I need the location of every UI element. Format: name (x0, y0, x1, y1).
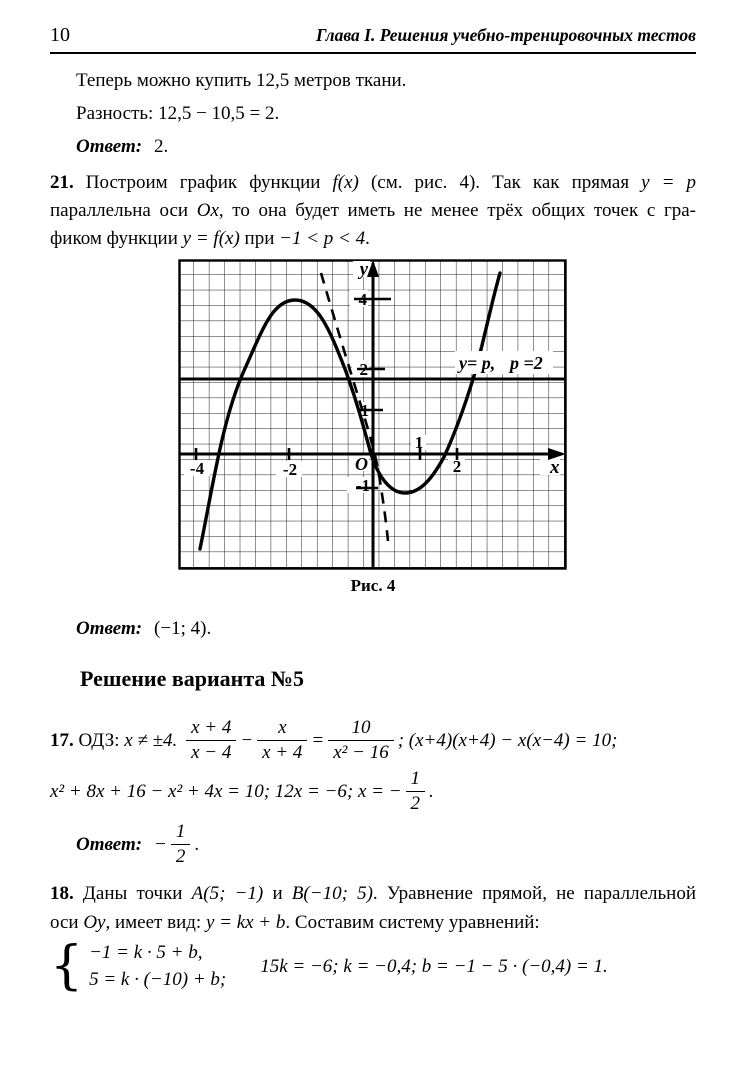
answer-21 (76, 618, 696, 640)
page-number: 10 (50, 24, 70, 46)
fraction (406, 769, 426, 814)
text-segment: параллельна оси (50, 200, 197, 221)
answer-label: Ответ: (76, 136, 143, 157)
problem-21-number: 21. (50, 172, 74, 193)
y-axis-label: y (359, 259, 368, 280)
fraction-denominator: x − 4 (191, 742, 232, 763)
fraction-numerator: x (257, 718, 307, 741)
answer-value: (−1; 4). (154, 618, 212, 639)
fraction-denominator: 2 (410, 793, 421, 814)
math-segment: ; (397, 729, 409, 751)
text-segment: фиком функции (50, 228, 183, 249)
text-segment: (см. рис. 4). Так как прямая (358, 172, 642, 193)
text-segment: . Уравнение прямой, не параллельной (372, 883, 697, 904)
text-segment: . Составим систему уравнений: (285, 912, 540, 933)
fraction-numerator: x + 4 (186, 718, 236, 741)
equation-system-row (50, 935, 696, 996)
text-segment: и (263, 883, 292, 904)
math-segment: (x+4)(x+4) − x(x−4) = 10; (408, 729, 618, 751)
problem-21-line-3 (50, 225, 696, 253)
equation-system (89, 939, 226, 993)
y-tick-minus1: -1 (355, 476, 370, 495)
math-segment: A(5; −1) (191, 883, 264, 904)
answer-17 (76, 822, 696, 867)
system-equation-2: 5 = k · (−10) + b; (89, 969, 227, 990)
page-header (50, 24, 696, 54)
y-tick-1: 1 (360, 401, 369, 420)
fraction-numerator: 10 (328, 718, 393, 741)
problem-18-line-1 (50, 879, 696, 908)
fraction (186, 718, 236, 763)
text-segment: , имеет вид: (105, 912, 206, 933)
problem-18-number: 18. (50, 883, 74, 904)
origin-label: O (355, 454, 368, 474)
problem-18 (50, 879, 697, 996)
intro-answer-line (76, 136, 696, 158)
math-segment: y = kx + b (205, 912, 286, 933)
problem-21-line-1 (50, 169, 696, 197)
math-segment: Oy (83, 912, 106, 933)
math-segment: −1 < p < 4 (279, 228, 366, 249)
text-segment: Даны точки (73, 883, 192, 904)
fraction (257, 718, 307, 763)
fraction-numerator: 1 (171, 822, 191, 845)
system-solution: 15k = −6; k = −0,4; b = −1 − 5 · (−0,4) = 1. (260, 955, 608, 977)
fraction (328, 718, 393, 763)
math-operator: − (154, 833, 167, 855)
math-segment: Ox (196, 200, 219, 221)
problem-21 (50, 169, 696, 253)
math-segment: B(−10; 5) (291, 883, 373, 904)
chapter-title: Глава I. Решения учебно-тренировочных тестов (315, 25, 696, 45)
intro-line-2: Разность: 12,5 − 10,5 = 2. (76, 103, 280, 124)
x-tick-minus4: -4 (189, 459, 205, 478)
problem-17-number: 17. (50, 729, 74, 751)
fraction (171, 822, 191, 867)
math-segment: y = f(x) (182, 228, 240, 249)
text-segment: , то она будет иметь не менее трёх общих точек с гра- (218, 200, 696, 221)
text-segment: оси (50, 912, 84, 933)
problem-21-line-2 (50, 197, 696, 225)
answer-label: Ответ: (76, 618, 143, 639)
problem-17-line-2 (50, 769, 696, 814)
answer-label: Ответ: (76, 833, 143, 855)
x-tick-2: 2 (452, 457, 462, 476)
text-segment: . (429, 780, 434, 802)
x-axis-label: x (550, 457, 560, 478)
problem-17-line-1 (50, 718, 696, 763)
text-segment: ОДЗ: (73, 729, 125, 751)
p-line-label-right: p =2 (510, 353, 543, 373)
problem-17 (50, 718, 696, 814)
system-brace: { (50, 935, 84, 996)
intro-solution (76, 70, 696, 158)
x-tick-minus2: -2 (282, 460, 298, 479)
figure-4 (50, 259, 696, 596)
x-tick-1: 1 (414, 433, 424, 452)
figure-caption: Рис. 4 (350, 576, 396, 595)
text-segment: . (365, 228, 370, 249)
math-segment: f(x) (332, 172, 359, 193)
y-tick-4: 4 (358, 290, 367, 309)
text-segment: Построим график функции (73, 172, 333, 193)
section-heading: Решение варианта №5 (80, 666, 305, 691)
math-segment: x ≠ ±4. (124, 729, 178, 751)
math-operator: = (311, 729, 325, 751)
fraction-denominator: x + 4 (262, 742, 303, 763)
problem-18-line-2 (50, 908, 696, 937)
p-line-label-left: y= p, (459, 353, 496, 373)
fraction-denominator: 2 (175, 846, 186, 867)
fraction-denominator: x² − 16 (333, 742, 389, 763)
answer-value: 2. (154, 136, 169, 157)
math-segment: y = p (641, 172, 697, 193)
math-segment: x² + 8x + 16 − x² + 4x = 10; 12x = −6; x = − (50, 780, 402, 802)
fraction-numerator: 1 (406, 769, 426, 792)
y-tick-2: 2 (359, 360, 368, 379)
system-equation-1: −1 = k · 5 + b, (89, 942, 203, 963)
math-operator: − (240, 729, 254, 751)
text-segment: при (239, 228, 280, 249)
function-graph (178, 259, 568, 571)
text-segment: . (194, 833, 200, 855)
intro-line-1: Теперь можно купить 12,5 метров ткани. (76, 70, 407, 91)
